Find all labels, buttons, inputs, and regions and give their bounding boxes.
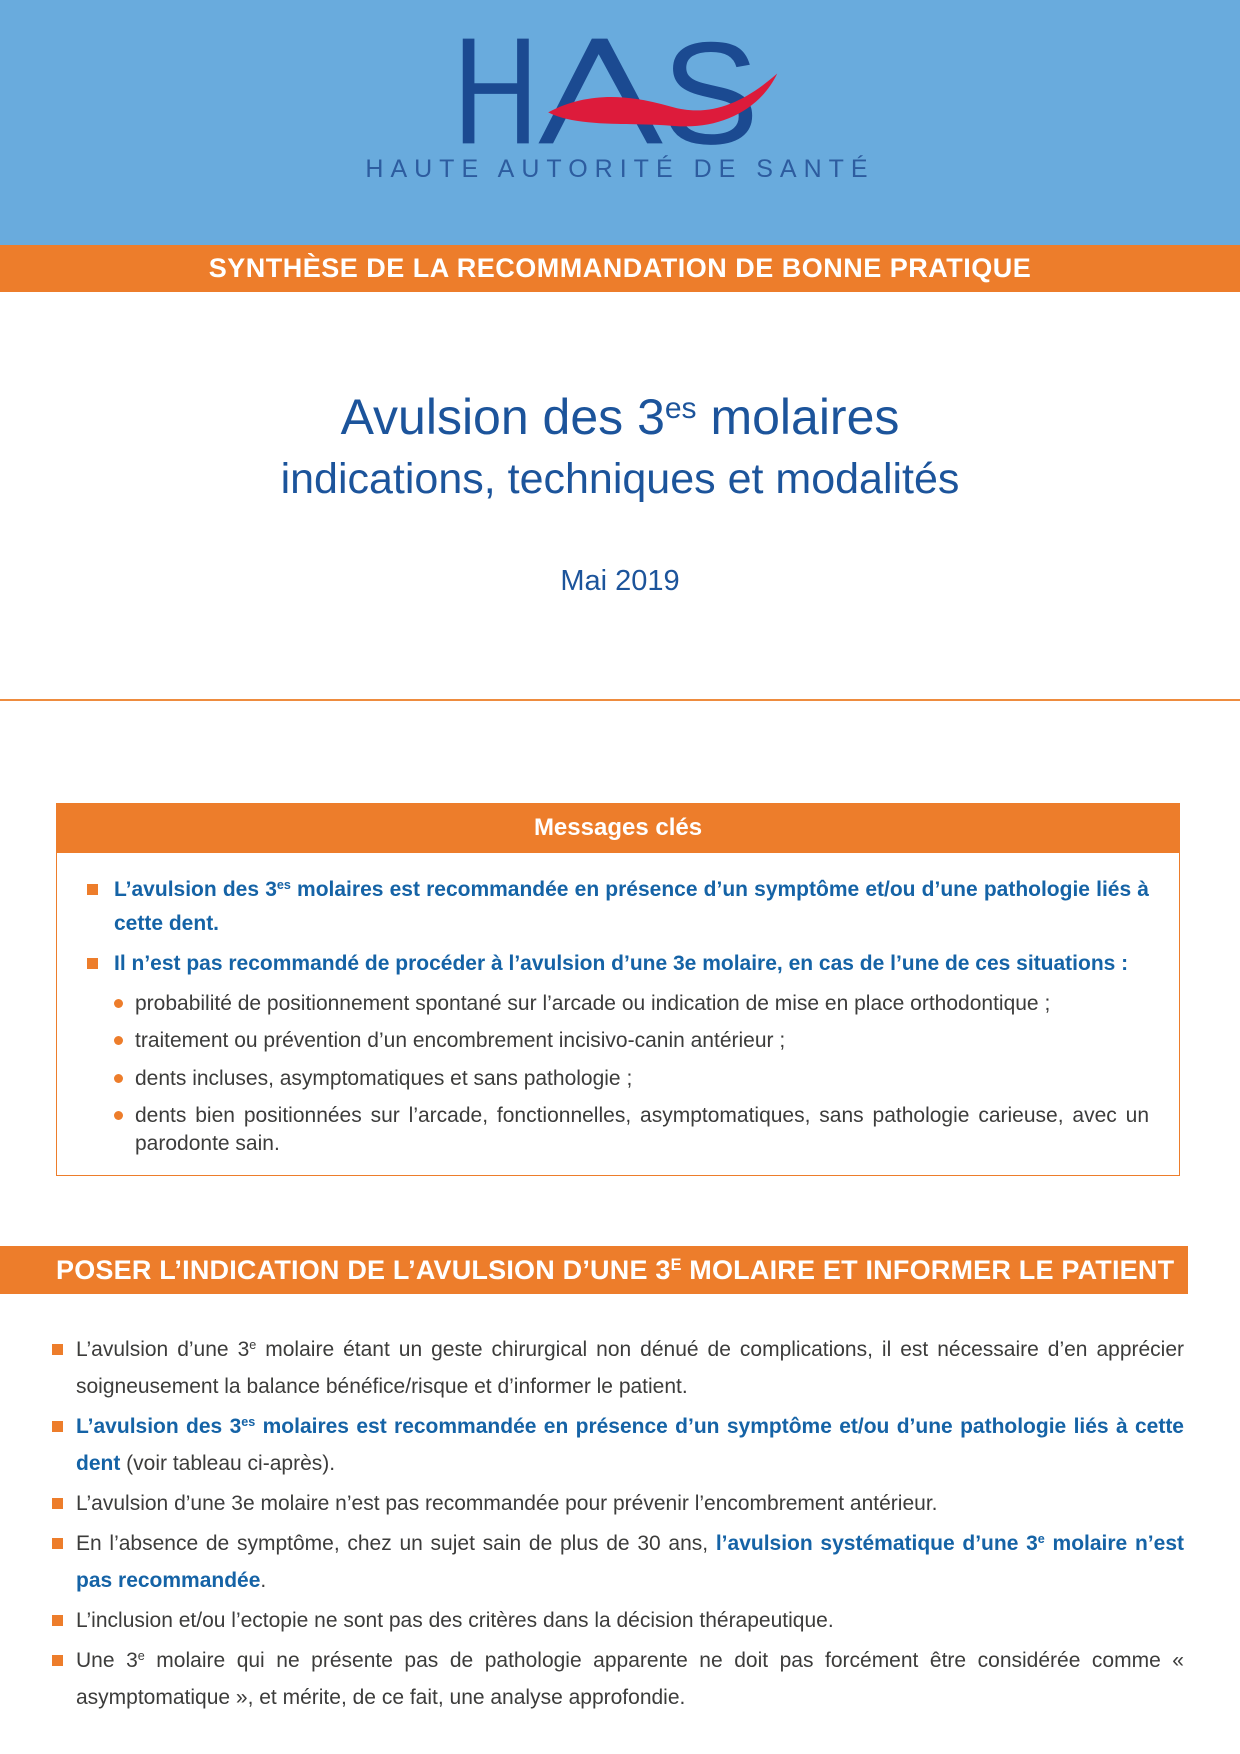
key-messages-title: Messages clés <box>533 814 703 841</box>
list-item: L’inclusion et/ou l’ectopie ne sont pas des critères dans la décision thérapeutique. <box>52 1603 1184 1640</box>
square-bullet-icon <box>52 1344 63 1355</box>
list-item: Une 3e molaire qui ne présente pas de pathologie apparente ne doit pas forcément être considérée comme « asymptomatique », et mérite, de ce fait, une analyse approfondie. <box>52 1643 1184 1717</box>
square-bullet-icon <box>52 1538 63 1549</box>
dot-bullet-icon <box>114 1074 123 1083</box>
page-date: Mai 2019 <box>560 565 680 597</box>
logo-subtitle: HAUTE AUTORITÉ DE SANTÉ <box>365 155 875 183</box>
logo-letter-a <box>538 39 662 144</box>
message-item: Il n’est pas recommandé de procéder à l’avulsion d’une 3e molaire, en cas de l’une de ces situations : <box>87 947 1149 981</box>
key-messages-header <box>56 803 1180 853</box>
header-band <box>0 0 1240 245</box>
list-item: En l’absence de symptôme, chez un sujet sain de plus de 30 ans, l’avulsion systématique d’une 3e molaire n’est pas recommandée. <box>52 1526 1184 1600</box>
message-item: L’avulsion des $3^{es}$ molaires est recommandée en présence d’un symptôme et/ou d’une pathologie liés à cette dent. <box>87 873 1149 941</box>
dot-bullet-icon <box>114 1036 123 1045</box>
message-sub-item: traitement ou prévention d’un encombrement incisivo-canin antérieur ; <box>114 1027 1149 1055</box>
has-logo <box>455 36 785 146</box>
logo-letter-h <box>463 39 529 144</box>
dot-bullet-icon <box>114 1111 123 1120</box>
banner-text: SYNTHÈSE DE LA RECOMMANDATION DE BONNE PRATIQUE <box>208 253 1032 283</box>
key-messages-body <box>56 853 1180 1176</box>
logo-letter-s: S <box>661 36 759 146</box>
square-bullet-icon <box>87 958 98 969</box>
divider-line <box>0 699 1240 701</box>
page-subtitle: indications, techniques et modalités <box>280 455 960 503</box>
title-superscript: es <box>664 391 697 425</box>
square-bullet-icon <box>52 1655 63 1666</box>
dot-bullet-icon <box>114 999 123 1008</box>
key-messages-box <box>56 803 1180 1176</box>
indication-list <box>52 1332 1184 1720</box>
list-item: L’avulsion des $3^{es}$ molaires est recommandée en présence d’un symptôme et/ou d’une pathologie liés à cette dent (voir tableau ci-après). <box>52 1409 1184 1483</box>
section-header-text: POSER L’INDICATION DE L’AVULSION D’UNE $3^E$ MOLAIRE ET INFORMER LE PATIENT <box>56 1254 1175 1285</box>
message-sub-item: dents incluses, asymptomatiques et sans pathologie ; <box>114 1065 1149 1093</box>
page-title: Avulsion des $3^{es}$ molaires <box>340 389 900 445</box>
section-header <box>0 1246 1188 1294</box>
message-sub-item: probabilité de positionnement spontané sur l’arcade ou indication de mise en place orthodontique ; <box>114 990 1149 1018</box>
square-bullet-icon <box>52 1615 63 1626</box>
list-item: L’avulsion d’une 3e molaire étant un geste chirurgical non dénué de complications, il est nécessaire d’en apprécier soigneusement la balance bénéfice/risque et d’informer le patient. <box>52 1332 1184 1406</box>
synthese-banner <box>0 245 1240 292</box>
square-bullet-icon <box>52 1498 63 1509</box>
square-bullet-icon <box>87 884 98 895</box>
message-sub-item: dents bien positionnées sur l’arcade, fonctionnelles, asymptomatiques, sans pathologie carieuse, avec un parodonte sain. <box>114 1102 1149 1159</box>
square-bullet-icon <box>52 1421 63 1432</box>
list-item: L’avulsion d’une 3e molaire n’est pas recommandée pour prévenir l’encombrement antérieur. <box>52 1486 1184 1523</box>
